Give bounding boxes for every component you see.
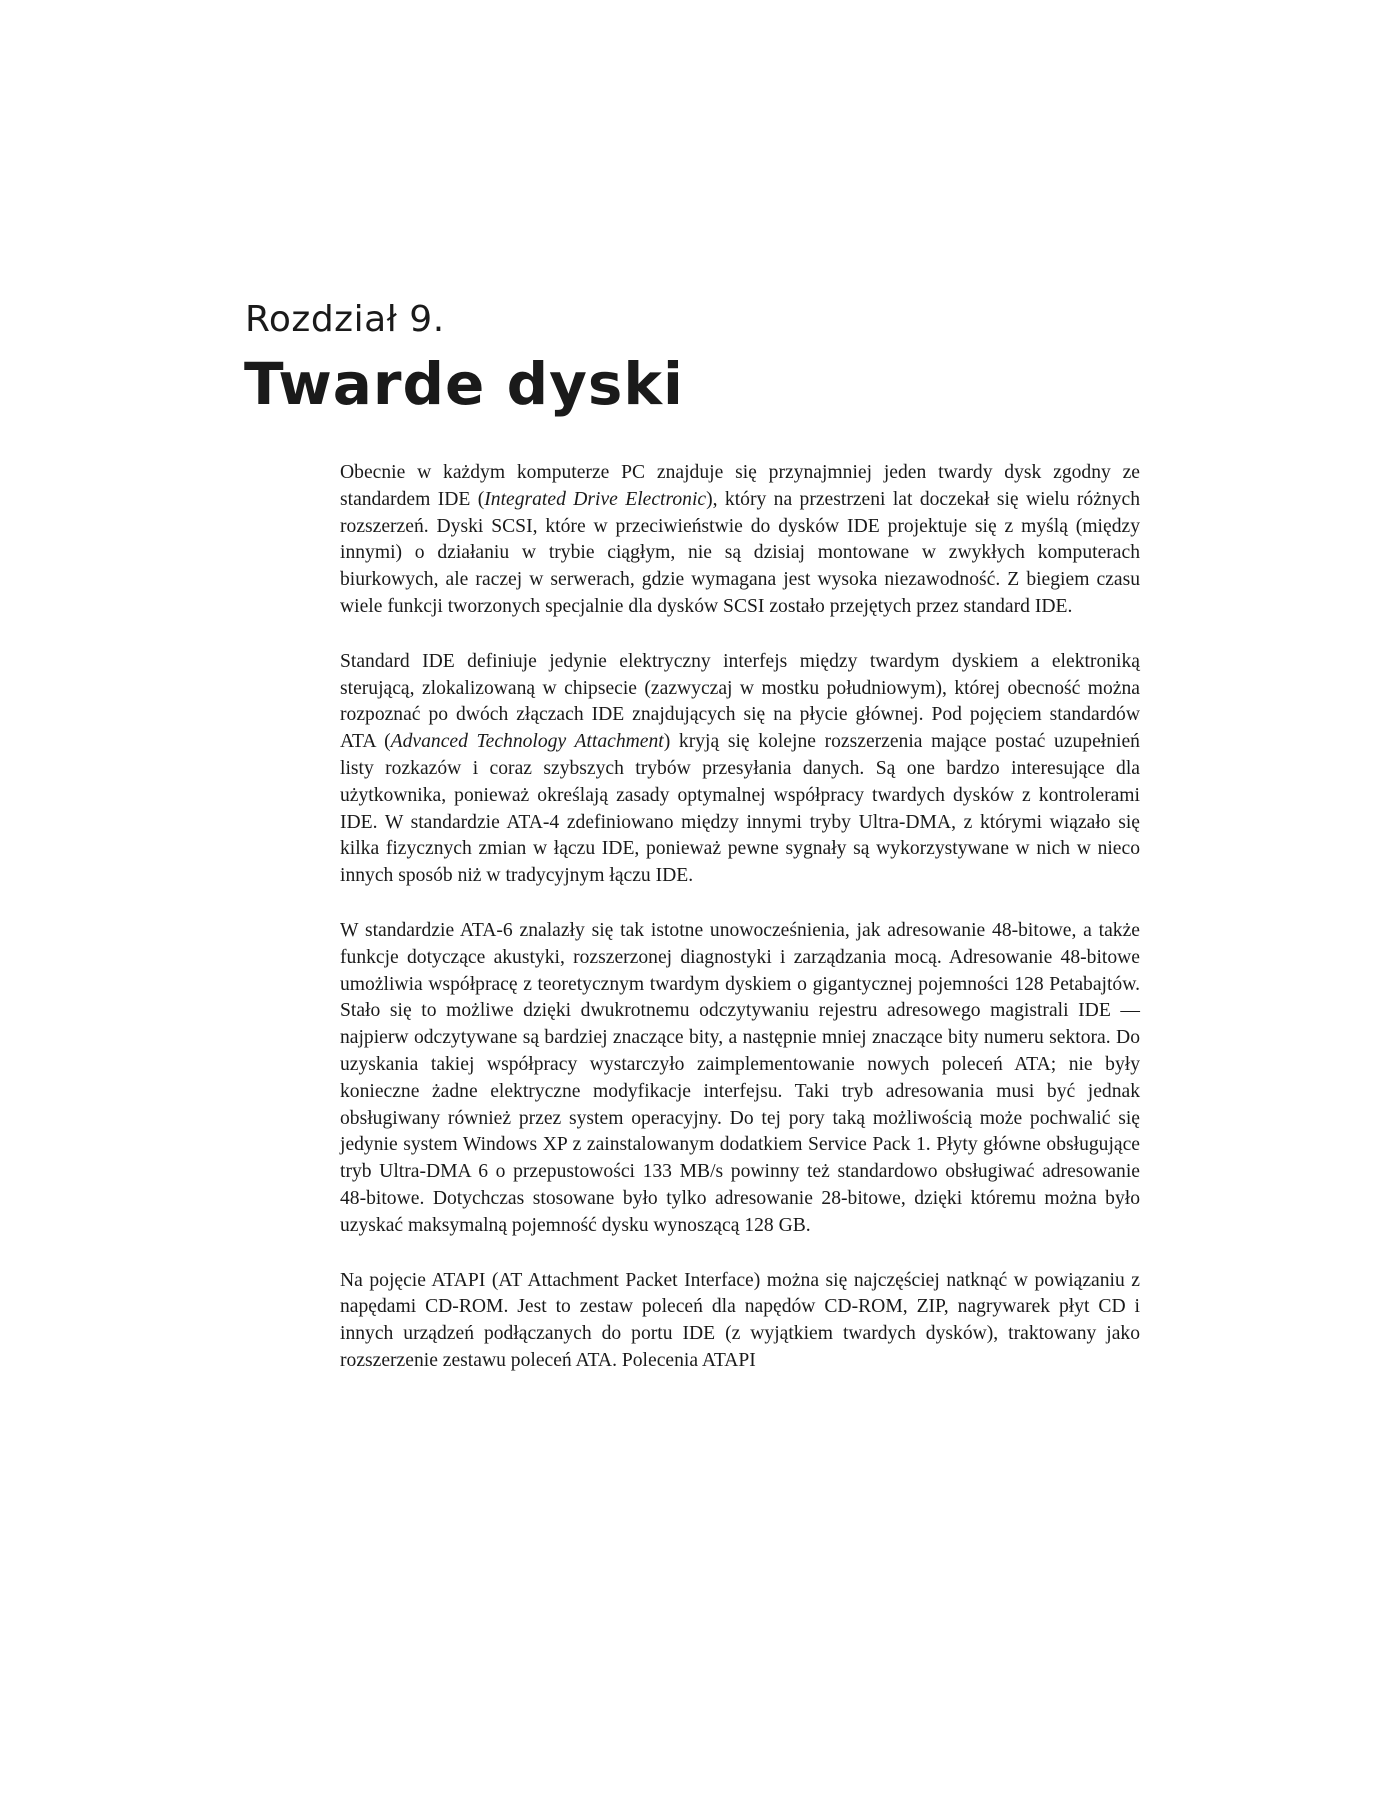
paragraph-1: [340, 460, 1140, 621]
body-text: [340, 460, 1140, 1403]
paragraph-1-italic-term: Integrated Drive Electronic: [484, 488, 707, 510]
paragraph-3: W standardzie ATA-6 znalazły się tak istotne unowocześnienia, jak adresowanie 48-bitowe, a także funkcje dotyczące akustyki, rozszerzonej diagnostyki i zarządzania mocą. Adresowanie 48-bitowe umożliwia współpracę z teoretycznym twardym dyskiem o gigantycznej pojemności 128 Petabajtów. Stało się to możliwe dzięki dwukrotnemu odczytywaniu rejestru adresowego magistrali IDE — najpierw odczytywane są bardziej znaczące bity, a następnie mniej znaczące bity numeru sektora. Do uzyskania takiej współpracy wystarczyło zaimplementowanie nowych poleceń ATA; nie były konieczne żadne elektryczne modyfikacje interfejsu. Taki tryb adresowania musi być jednak obsługiwany również przez system operacyjny. Do tej pory taką możliwością może pochwalić się jedynie system Windows XP z zainstalowanym dodatkiem Service Pack 1. Płyty główne obsługujące tryb Ultra-DMA 6 o przepustowości 133 MB/s powinny też standardowo obsługiwać adresowanie 48-bitowe. Dotychczas stosowane było tylko adresowanie 28-bitowe, dzięki któremu można było uzyskać maksymalną pojemność dysku wynoszącą 128 GB.: [340, 919, 1140, 1236]
paragraph-1-text-b: ), który na przestrzeni lat doczekał się wielu różnych rozszerzeń. Dyski SCSI, które w przeciwieństwie do dysków IDE projektuje się z myślą (między innymi) o działaniu w trybie ciągłym, nie są dzisiaj montowane w zwykłych komputerach biurkowych, ale raczej w serwerach, gdzie wymagana jest wysoka niezawodność. Z biegiem czasu wiele funkcji tworzonych specjalnie dla dysków SCSI zostało przejętych przez standard IDE.: [340, 488, 1140, 617]
paragraph-2-italic-term: Advanced Technology Attachment: [390, 731, 664, 753]
paragraph-2: [340, 649, 1140, 890]
paragraph-4: Na pojęcie ATAPI (AT Attachment Packet Interface) można się najczęściej natknąć w powiązaniu z napędami CD-ROM. Jest to zestaw poleceń dla napędów CD-ROM, ZIP, nagrywarek płyt CD i innych urządzeń podłączanych do portu IDE (z wyjątkiem twardych dysków), traktowany jako rozszerzenie zestawu poleceń ATA. Polecenia ATAPI: [340, 1269, 1140, 1371]
chapter-label: Rozdział 9.: [245, 299, 445, 340]
paragraph-2-text-b: ) kryją się kolejne rozszerzenia mające postać uzupełnień listy rozkazów i coraz szybszych trybów przesyłania danych. Są one bardzo interesujące dla użytkownika, ponieważ określają zasady optymalnej współpracy twardych dysków z kontrolerami IDE. W standardzie ATA-4 zdefiniowano między innymi tryby Ultra-DMA, z którymi wiązało się kilka fizycznych zmian w łączu IDE, ponieważ pewne sygnały są wykorzystywane w nich w nieco innych sposób niż w tradycyjnym łączu IDE.: [340, 731, 1140, 887]
paragraph-2-text-a: Standard IDE definiuje jedynie elektryczny interfejs między twardym dyskiem a elektroniką sterującą, zlokalizowaną w chipsecie (zazwyczaj w mostku południowym), której obecność można rozpoznać po dwóch złączach IDE znajdujących się na płycie głównej. Pod pojęciem standardów ATA (: [340, 650, 1140, 753]
chapter-title: Twarde dyski: [244, 350, 684, 418]
paragraph-1-text-a: Obecnie w każdym komputerze PC znajduje się przynajmniej jeden twardy dysk zgodny ze standardem IDE (: [340, 462, 1140, 510]
